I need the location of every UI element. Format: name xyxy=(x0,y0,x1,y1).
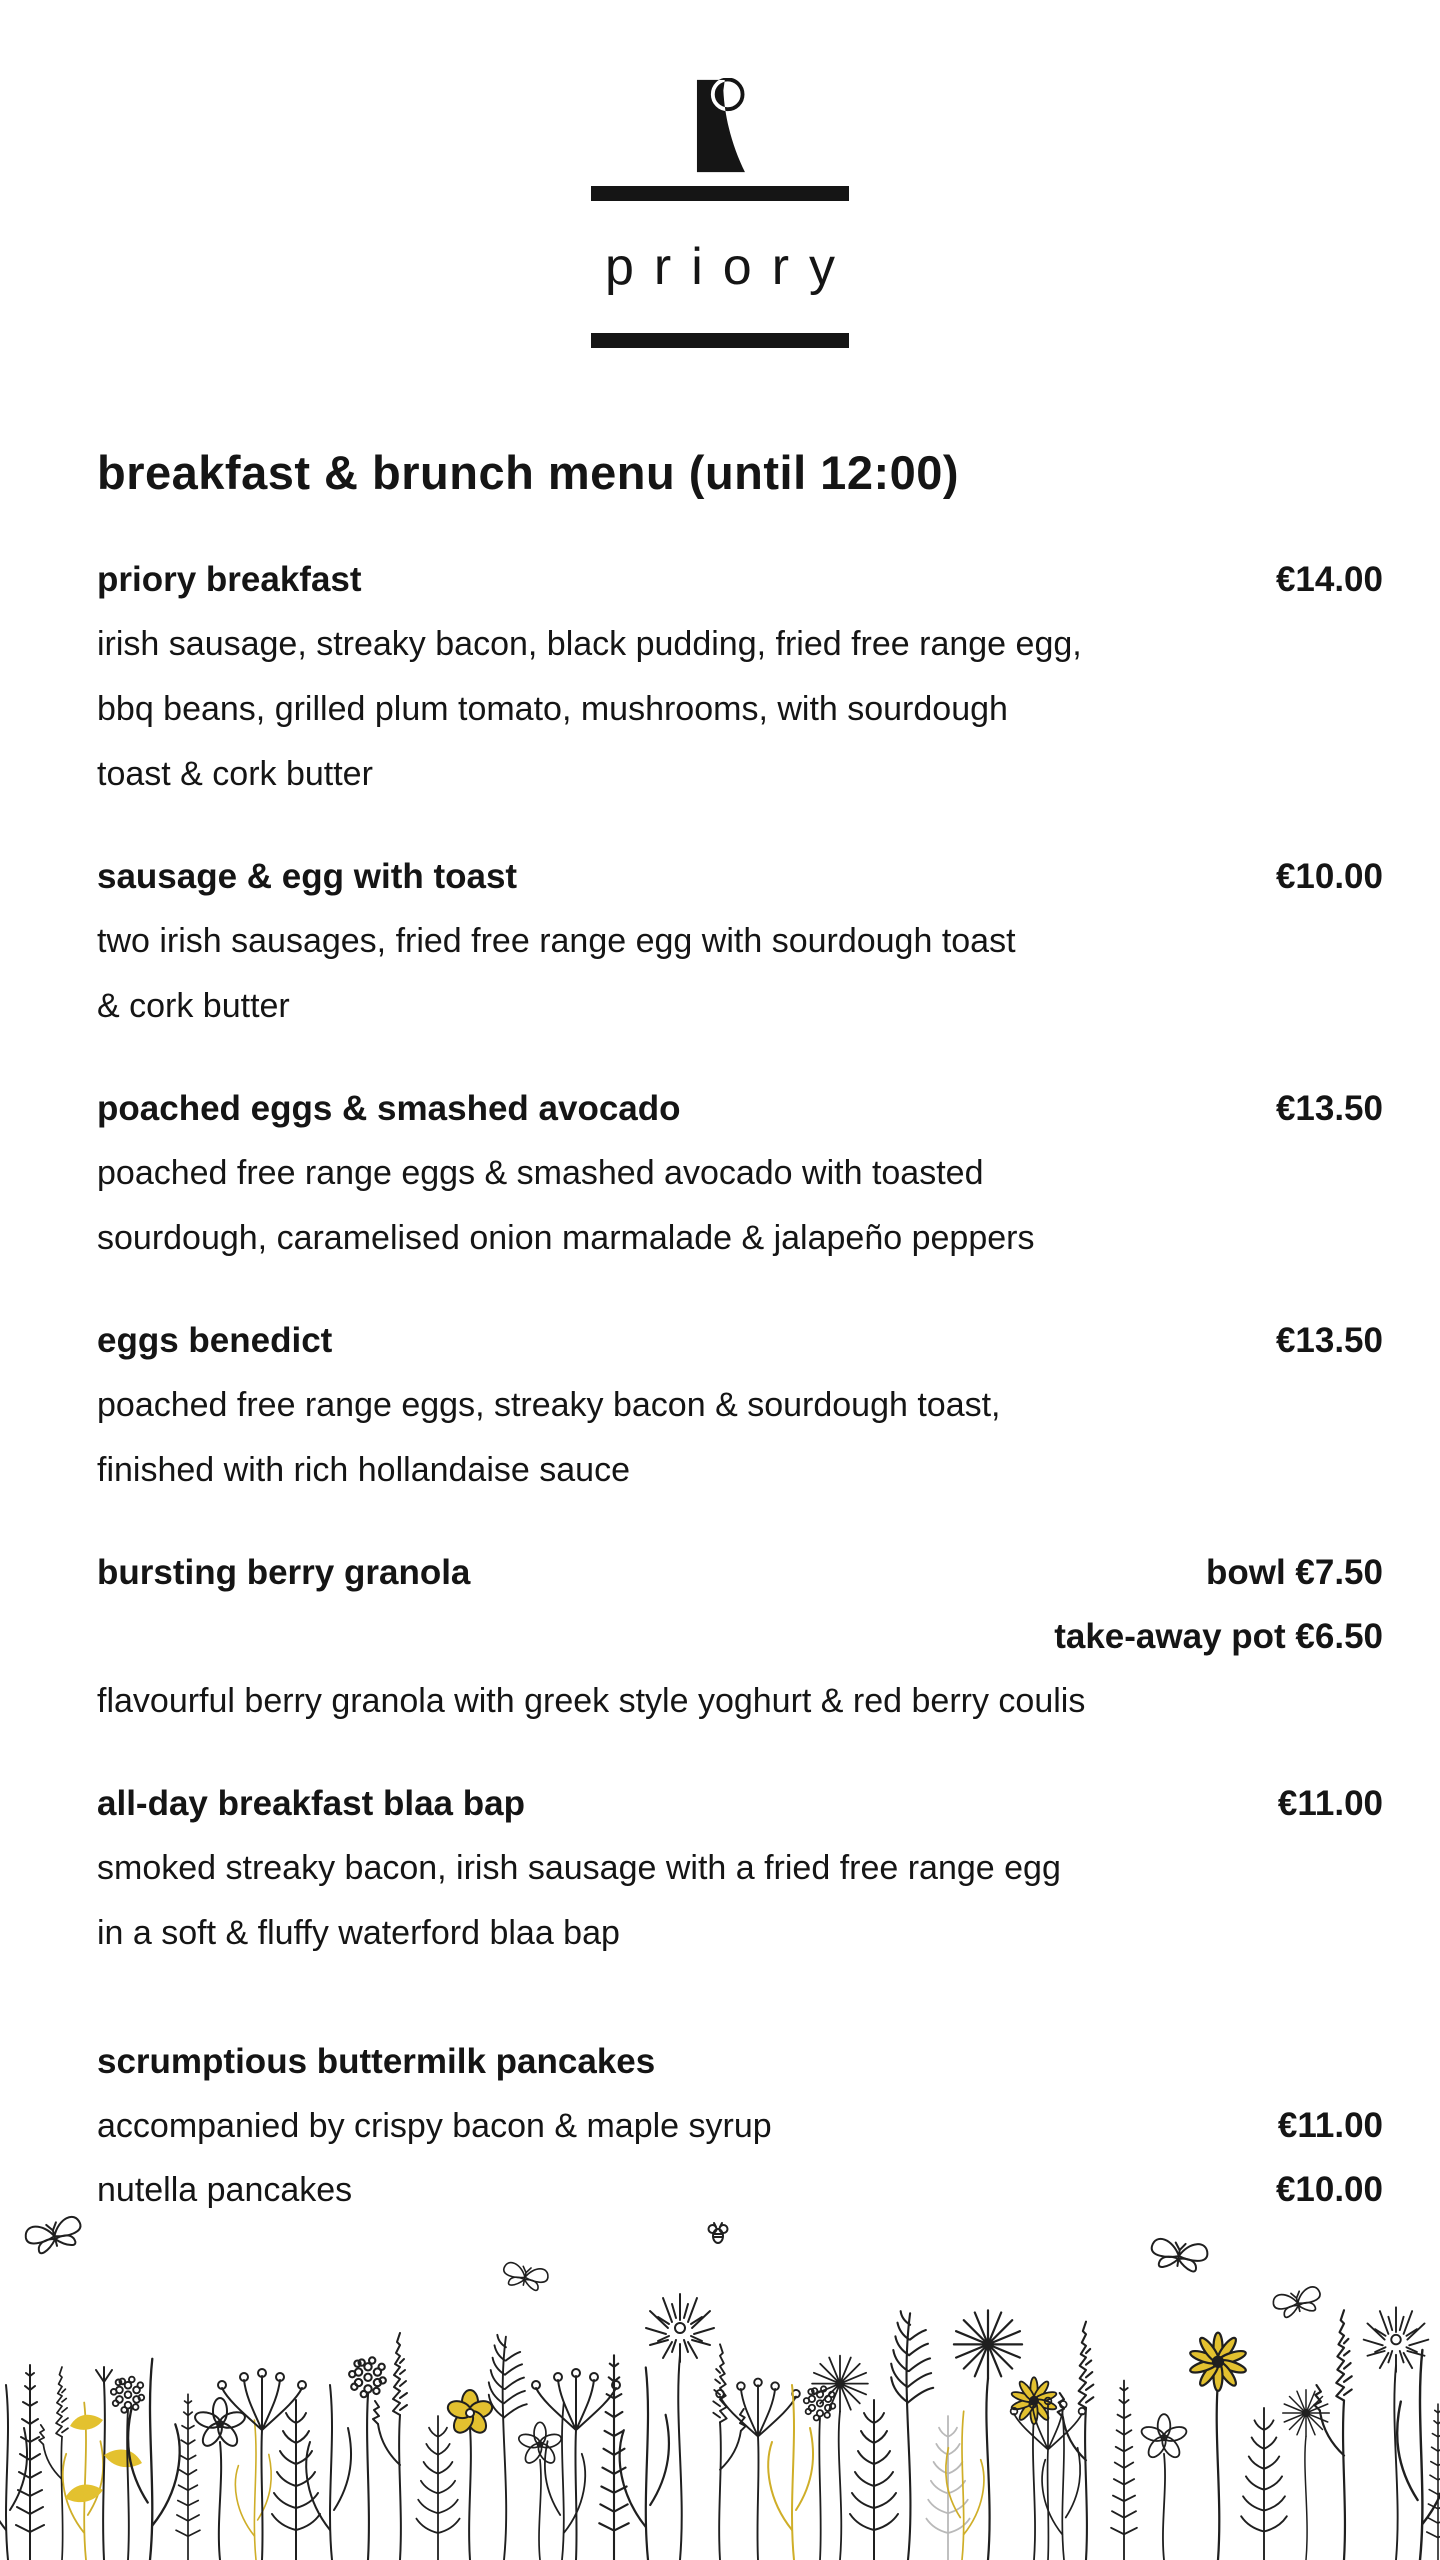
variant-label: nutella pancakes xyxy=(97,2171,353,2209)
menu-item xyxy=(97,1077,1383,1271)
variant-label: accompanied by crispy bacon & maple syrup xyxy=(97,2107,772,2145)
butterfly-icon xyxy=(1272,2285,1324,2319)
yellow-daisy-icon xyxy=(1011,2377,1058,2560)
menu-item xyxy=(97,1541,1383,1734)
item-row xyxy=(97,1541,1383,1605)
item-row xyxy=(97,1077,1383,1141)
wildflower-icon xyxy=(218,2369,306,2560)
item-variant-row xyxy=(97,2158,1383,2222)
item-description-line: finished with rich hollandaise sauce xyxy=(97,1451,630,1489)
fern-icon xyxy=(1241,2408,1287,2560)
cornflower-icon xyxy=(1364,2307,1429,2560)
wildflower-icon xyxy=(1427,2404,1440,2560)
menu-item xyxy=(97,845,1383,1039)
item-description-line: bbq beans, grilled plum tomato, mushrooms, with sourdough xyxy=(97,690,1008,728)
grass-plume-icon xyxy=(489,2335,527,2560)
wildflower-icon xyxy=(1111,2381,1137,2560)
item-price-bowl: bowl €7.50 xyxy=(1205,1553,1383,1592)
item-price: €14.00 xyxy=(1275,560,1383,599)
wildflower-icon xyxy=(16,2365,44,2560)
wildflower-icon xyxy=(713,2344,745,2560)
item-name: bursting berry granola xyxy=(97,1553,471,1592)
item-description-line: toast & cork butter xyxy=(97,755,373,793)
item-description-line: two irish sausages, fried free range egg with sourdough toast xyxy=(97,922,1016,960)
item-price: €10.00 xyxy=(1275,857,1383,896)
item-description-line: sourdough, caramelised onion marmalade & jalapeño peppers xyxy=(97,1219,1035,1257)
wildflower-icon xyxy=(1314,2310,1351,2560)
item-description-line: smoked streaky bacon, irish sausage with a fried free range egg xyxy=(97,1849,1061,1887)
item-description-line: & cork butter xyxy=(97,987,290,1025)
item-price: €13.50 xyxy=(1275,1321,1383,1360)
butterfly-icon xyxy=(501,2261,550,2292)
butterfly-icon xyxy=(1149,2238,1208,2273)
item-description-line: poached free range eggs, streaky bacon & sourdough toast, xyxy=(97,1386,1001,1424)
variant-price: €11.00 xyxy=(1277,2106,1383,2145)
menu-item xyxy=(97,2030,1383,2222)
item-name: poached eggs & smashed avocado xyxy=(97,1089,681,1128)
item-description-line: poached free range eggs & smashed avocado with toasted xyxy=(97,1154,984,1192)
yellow-grass-icon xyxy=(946,2411,984,2560)
grass-icon xyxy=(306,2385,351,2560)
wildflower-icon xyxy=(716,2379,800,2560)
grass-plume-icon xyxy=(891,2311,933,2560)
menu-title: breakfast & brunch menu (until 12:00) xyxy=(97,446,960,499)
item-variant-row xyxy=(97,2094,1383,2158)
item-price: €13.50 xyxy=(1275,1089,1383,1128)
item-price: €11.00 xyxy=(1277,1784,1383,1823)
menu-item xyxy=(97,548,1383,807)
yellow-daisy-icon xyxy=(1189,2333,1247,2560)
wildflower-icon xyxy=(599,2355,628,2560)
bee-icon xyxy=(709,2223,728,2243)
grass-icon xyxy=(620,2368,669,2560)
meadow-plants xyxy=(0,2215,1440,2560)
priory-logo xyxy=(0,78,1440,348)
logo-wordmark: priory xyxy=(604,238,856,296)
yellow-flower-icon xyxy=(446,2390,495,2560)
variant-price: €10.00 xyxy=(1275,2170,1383,2209)
butterfly-icon xyxy=(24,2215,85,2256)
fern-icon xyxy=(416,2416,459,2560)
wildflower-icon xyxy=(804,2386,836,2560)
item-name: priory breakfast xyxy=(97,560,362,599)
cornflower-icon xyxy=(646,2294,714,2560)
item-row xyxy=(97,2030,1383,2094)
fern-icon xyxy=(272,2400,320,2560)
fern-icon xyxy=(850,2400,898,2560)
menu-item xyxy=(97,1309,1383,1503)
wildflower-icon xyxy=(111,2377,144,2560)
wildflower-icon xyxy=(349,2357,386,2560)
grass-icon xyxy=(0,2385,27,2560)
yellow-grass-icon xyxy=(235,2420,271,2560)
item-name: eggs benedict xyxy=(97,1321,333,1360)
logo-bar-bottom xyxy=(591,333,849,348)
item-description-line: flavourful berry granola with greek style yoghurt & red berry coulis xyxy=(97,1682,1086,1720)
item-description-line: irish sausage, streaky bacon, black pudding, fried free range egg, xyxy=(97,625,1082,663)
item-row xyxy=(97,548,1383,612)
item-name: sausage & egg with toast xyxy=(97,857,518,896)
item-name: all-day breakfast blaa bap xyxy=(97,1784,525,1823)
menu-content xyxy=(97,444,1383,2222)
item-row xyxy=(97,845,1383,909)
item-row xyxy=(97,1309,1383,1373)
menu-item xyxy=(97,1772,1383,1966)
item-row xyxy=(97,1772,1383,1836)
item-name: scrumptious buttermilk pancakes xyxy=(97,2042,656,2081)
item-description-line: in a soft & fluffy waterford blaa bap xyxy=(97,1914,620,1952)
wildflower-icon xyxy=(1011,2398,1086,2560)
wildflower-icon xyxy=(517,2422,563,2560)
wildflower-meadow-illustration xyxy=(0,2210,1440,2560)
wildflower-icon xyxy=(1140,2414,1188,2560)
item-price-takeaway: take-away pot €6.50 xyxy=(1054,1617,1383,1656)
logo-bar-top xyxy=(591,186,849,201)
dandelion-icon xyxy=(1283,2390,1330,2560)
bird-logo-icon xyxy=(681,78,759,174)
wildflower-icon xyxy=(193,2398,247,2560)
grass-icon xyxy=(1397,2350,1440,2560)
